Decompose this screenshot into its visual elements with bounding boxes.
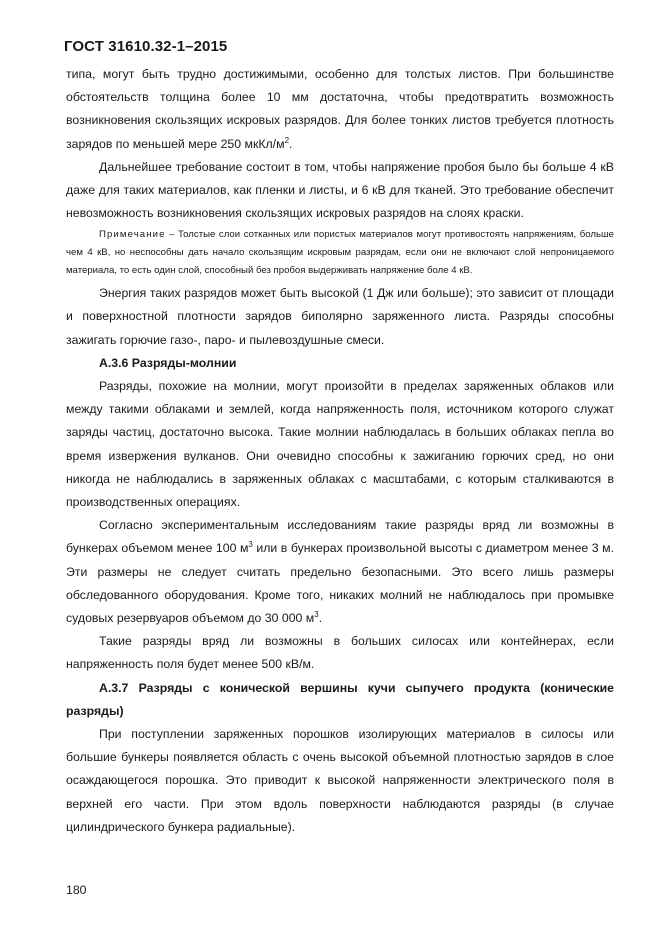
- paragraph-silos: Такие разряды вряд ли возможны в больших силосах или контейнерах, если напряженность поля будет менее 500 кВ/м.: [66, 634, 614, 672]
- paragraph-continuation: [66, 63, 614, 156]
- paragraph-tail: .: [318, 611, 323, 626]
- paragraph-text: типа, могут быть трудно достижимыми, особенно для толстых листов. При большинстве обстоятельств толщина более 10 мм достаточна, чтобы предотвратить возможность возникновения скользящих искровых разрядов. Для более тонких листов требуется плотность зарядов по меньшей мере 250 мкКл/м: [66, 67, 614, 151]
- note-text: – Толстые слои сотканных или пористых материалов могут противостоять напряжениям, больше чем 4 кВ, но неспособны дать начало скользящим искровым разрядам, если они не включают слой непроницаемого материала, то есть один слой, способный без пробоя выдерживать напряжение боле 4 кВ.: [66, 229, 614, 276]
- paragraph-energy: Энергия таких разрядов может быть высокой (1 Дж или больше); это зависит от площади и поверхностной плотности зарядов биполярно заряженного листа. Разряды способны зажигать горючие газо-, паро- и пылевоздушные смеси.: [66, 286, 614, 347]
- section-heading-a36: А.3.6 Разряды-молнии: [99, 355, 237, 370]
- paragraph-cone-discharge: При поступлении заряженных порошков изолирующих материалов в силосы или большие бункеры появляется область с очень высокой объемной плотностью зарядов в слое осаждающегося порошка. Это приводит к высокой напряженности электрического поля в верхней его части. При этом вдоль поверхности наблюдаются разряды (в случае цилиндрического бункера радиальные).: [66, 727, 614, 834]
- note-label: Примечание: [99, 229, 166, 241]
- document-body: [66, 63, 614, 839]
- paragraph-experiments: [66, 514, 614, 630]
- paragraph-requirement: Дальнейшее требование состоит в том, чтобы напряжение пробоя было бы больше 4 кВ даже для таких материалов, как пленки и листы, и 6 кВ для тканей. Это требование обеспечит невозможность возникновения скользящих искровых разрядов на слоях краски.: [66, 159, 614, 221]
- paragraph-text: Согласно экспериментальным исследованиям такие разряды вряд ли возможны в бункерах объемом менее 100 м: [66, 518, 614, 556]
- paragraph-lightning: Разряды, похожие на молнии, могут произойти в пределах заряженных облаков или между такими облаками и землей, когда напряженность поля, источником которого служат заряды частиц, достаточно высока. Такие молнии наблюдалась в больших облаках пепла во время извержения вулканов. Они очевидно способны к зажиганию горючих сред, но они никогда не наблюдались в заряженных облаках с масштабами, с которым сталкиваются в производственных операциях.: [66, 379, 614, 510]
- paragraph-tail: .: [289, 136, 293, 151]
- paragraph-text: или в бункерах произвольной высоты с диаметром менее 3 м. Эти размеры не следует считать предельно безопасными. Это всего лишь размеры обследованного оборудования. Кроме того, никаких молний не наблюдалось при промывке судовых резервуаров объемом до 30 000 м: [66, 541, 614, 626]
- document-header: ГОСТ 31610.32-1–2015: [64, 38, 228, 55]
- superscript: 3: [314, 609, 319, 619]
- section-heading-a37: А.3.7 Разряды с конической вершины кучи сыпучего продукта (конические разряды): [66, 680, 614, 718]
- page-number: 180: [66, 883, 87, 897]
- superscript: 2: [284, 135, 290, 145]
- note: [66, 226, 614, 279]
- superscript: 3: [248, 540, 253, 550]
